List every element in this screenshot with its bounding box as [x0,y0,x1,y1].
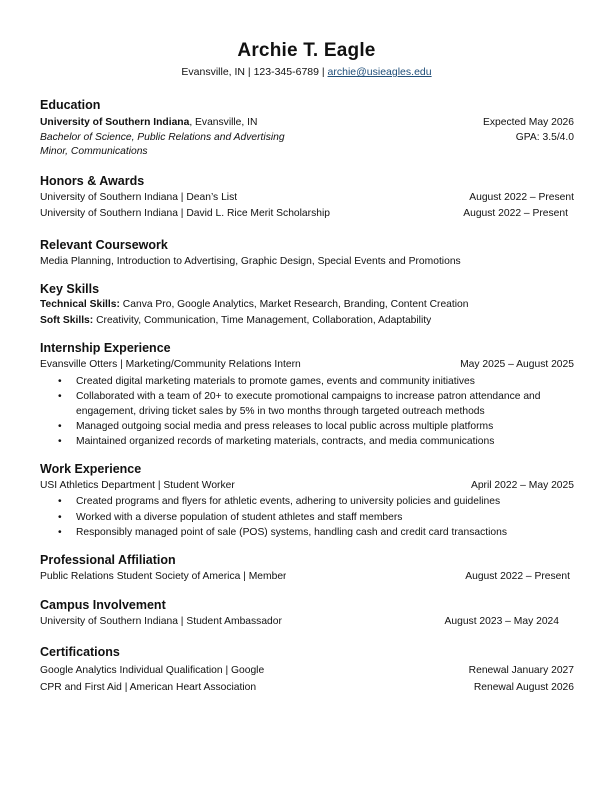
certification-item [40,665,574,676]
bullet-icon: • [58,376,62,387]
education-school-row [40,117,574,128]
honor-item [40,208,568,219]
education-heading: Education [40,98,101,112]
affiliation-text: Public Relations Student Society of America | Member [40,571,287,582]
education-minor-row [40,146,574,157]
contact-line [0,66,613,78]
work-date: April 2022 – May 2025 [470,480,574,491]
work-role-row [40,480,574,491]
coursework-row [40,256,574,267]
bullet-icon: • [58,512,62,523]
school-location: , Evansville, IN [189,117,258,128]
certification-date: Renewal January 2027 [468,665,574,676]
soft-skills-row [40,315,574,326]
bullet-text: Created digital marketing materials to promote games, events and community initiatives [76,376,475,387]
certification-text: Google Analytics Individual Qualification | Google [40,665,265,676]
work-role: USI Athletics Department | Student Worker [40,480,235,491]
bullet-text: Worked with a diverse population of student athletes and staff members [76,512,403,523]
bullet-icon: • [58,421,62,432]
certifications-heading: Certifications [40,645,120,659]
work-heading: Work Experience [40,462,142,476]
contact-details: Evansville, IN | 123-345-6789 | [181,66,328,78]
bullet-text: Managed outgoing social media and press releases to local public across multiple platforms [76,421,494,432]
honor-date: August 2022 – Present [469,192,574,203]
honor-text: University of Southern Indiana | David L. Rice Merit Scholarship [40,208,330,219]
affiliation-date: August 2022 – Present [465,571,570,582]
honor-date: August 2022 – Present [463,208,568,219]
technical-skills: Canva Pro, Google Analytics, Market Research, Branding, Content Creation [119,299,469,310]
coursework-heading: Relevant Coursework [40,238,168,252]
bullet-icon: • [58,496,62,507]
campus-row [40,616,559,627]
candidate-name: Archie T. Eagle [237,40,376,61]
expected-graduation: Expected May 2026 [482,117,574,128]
bullet-text: Responsibly managed point of sale (POS) systems, handling cash and credit card transactions [76,527,507,538]
certification-date: Renewal August 2026 [473,682,574,693]
honor-text: University of Southern Indiana | Dean’s List [40,192,238,203]
honors-heading: Honors & Awards [40,174,145,188]
soft-skills: Creativity, Communication, Time Management, Collaboration, Adaptability [93,315,432,326]
technical-skills-label: Technical Skills: [40,299,120,310]
bullet-text: Collaborated with a team of 20+ to execute promotional campaigns to increase patron attendance and engagement, driving ticket sales by 5% in two months through targeted outreach methods [76,391,541,417]
minor: Minor, Communications [40,146,148,157]
internship-role-row [40,359,574,370]
certification-text: CPR and First Aid | American Heart Association [40,682,257,693]
certification-item [40,682,574,693]
coursework-text: Media Planning, Introduction to Advertising, Graphic Design, Special Events and Promotions [40,256,461,267]
affiliation-row [40,571,570,582]
bullet-icon: • [58,527,62,538]
bullet-icon: • [58,391,62,402]
technical-skills-row [40,299,574,310]
bullet-text: Created programs and flyers for athletic events, adhering to university policies and guidelines [76,496,501,507]
soft-skills-label: Soft Skills: [40,315,94,326]
gpa: GPA: 3.5/4.0 [515,132,574,143]
campus-heading: Campus Involvement [40,598,166,612]
skills-heading: Key Skills [40,282,100,296]
education-degree-row [40,132,574,143]
campus-date: August 2023 – May 2024 [444,616,559,627]
honor-item [40,192,574,203]
internship-role: Evansville Otters | Marketing/Community Relations Intern [40,359,301,370]
affiliation-heading: Professional Affiliation [40,553,176,567]
internship-date: May 2025 – August 2025 [460,359,574,370]
email-link[interactable]: archie@usieagles.edu [327,66,432,78]
degree: Bachelor of Science, Public Relations and Advertising [40,132,285,143]
bullet-icon: • [58,436,62,447]
bullet-text: Maintained organized records of marketing materials, contracts, and media communications [76,436,495,447]
campus-text: University of Southern Indiana | Student Ambassador [40,616,282,627]
school-name: University of Southern Indiana [40,117,190,128]
internship-heading: Internship Experience [40,341,171,355]
